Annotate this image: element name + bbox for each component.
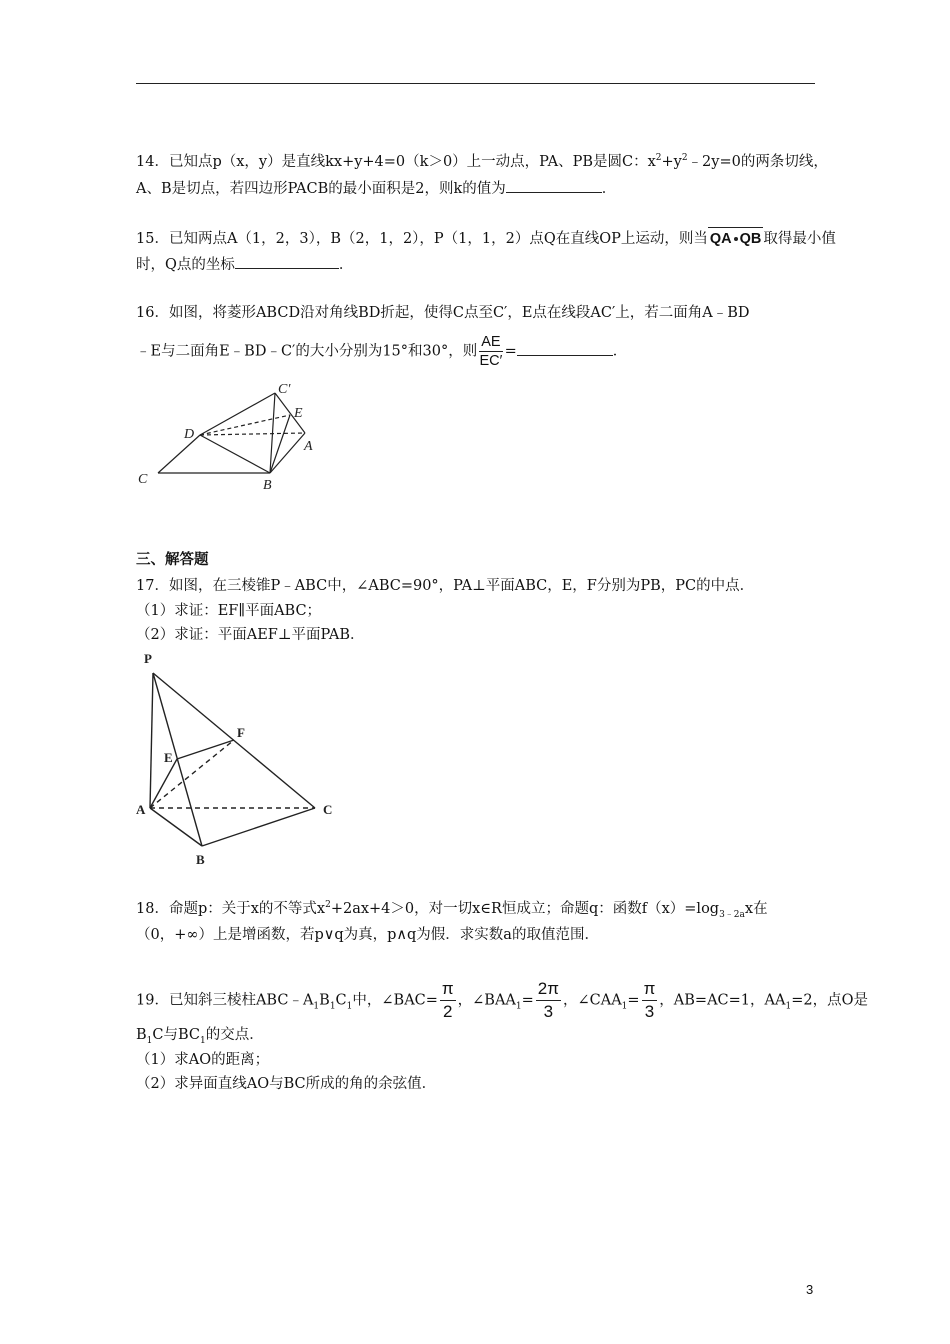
label-b: B xyxy=(196,852,205,867)
answer-blank xyxy=(517,341,613,356)
pyramid-figure xyxy=(130,648,350,868)
edge-d-e-dashed xyxy=(200,415,290,435)
label-e: E xyxy=(164,750,173,765)
q16-line1: 16．如图，将菱形ABCD沿对角线BD折起，使得C点至C′，E点在线段AC′上，若二面角A﹣BD xyxy=(136,305,750,321)
fraction-ae-ec: $\frac{AE}{EC'}$ xyxy=(479,334,503,369)
section-heading: 三、解答题 xyxy=(136,552,209,568)
edge-a-b xyxy=(150,808,202,846)
q14-line2: A、B是切点，若四边形PACB的最小面积是2，则k的值为 ． xyxy=(136,178,616,199)
edge-e-f xyxy=(177,740,234,759)
label-e: E xyxy=(294,406,303,421)
label-c-prime: C′ xyxy=(278,382,291,397)
rhombus-fold-figure xyxy=(130,375,330,495)
label-a: A xyxy=(304,439,313,454)
q15-line1: 15．已知两点A（1，2，3），B（2，1，2），P（1，1，2）点Q在直线OP上运动，则当 QA QB 取得最小值 xyxy=(136,227,836,249)
q17-part1: （1）求证：EF∥平面ABC； xyxy=(136,603,322,619)
header-rule xyxy=(136,83,815,84)
label-d: D xyxy=(184,427,195,442)
edge-p-a xyxy=(150,673,153,808)
q19-line1: 19．已知斜三棱柱$ABC﹣A_1B_1C_1$中，∠BAC= $\frac{\pi}{2}$ ，$\angle BAA_1=$ $\frac{2\pi}{3}$ ，$\angle CAA_1=$ $\frac{\pi}{3}$ ，AB=AC=1，$AA_1=2$，点O是 xyxy=(136,979,868,1021)
q19-part1: （1）求AO的距离； xyxy=(136,1052,270,1068)
edge-b-c xyxy=(202,808,315,846)
answer-blank xyxy=(235,254,339,269)
dot-icon xyxy=(734,237,738,241)
edge-a-b xyxy=(270,433,305,473)
page-number: 3 xyxy=(806,1282,814,1297)
q18-line1: 18．命题p：关于x的不等式$x^2+2ax+4>0$，对一切x∈R恒成立；命题q：函数$f(x)=\log_{3﹣2a}x$在 xyxy=(136,900,768,920)
edge-d-a-dashed xyxy=(200,433,305,435)
edge-d-b xyxy=(200,435,270,473)
label-f: F xyxy=(237,725,245,740)
label-c: C xyxy=(323,802,333,817)
label-a: A xyxy=(136,802,146,817)
fraction-2pi-over-3: $\frac{2\pi}{3}$ xyxy=(537,979,559,1021)
vector-dot-product: QA QB xyxy=(708,227,764,248)
label-b: B xyxy=(263,478,272,493)
fraction-pi-over-3: $\frac{\pi}{3}$ xyxy=(643,979,656,1021)
answer-blank xyxy=(506,178,602,193)
q15-line2: 时，Q点的坐标 ． xyxy=(136,254,353,275)
edge-d-cprime xyxy=(200,393,275,435)
q14-line1: 14．已知点p（x，y）是直线kx+y+4=0（k＞0）上一动点，PA、PB是圆C：$x^2+y^2﹣2y=0$的两条切线， xyxy=(136,153,828,170)
q16-line2: ﹣E与二面角E﹣BD﹣C′的大小分别为15°和30°，则 $\frac{AE}{EC'}$ = ． xyxy=(136,334,628,369)
q17-line1: 17．如图，在三棱锥P﹣ABC中，∠ABC=90°，PA⊥平面ABC，E，F分别为PB，PC的中点． xyxy=(136,578,755,594)
label-p: P xyxy=(144,651,152,666)
edge-a-f-dashed xyxy=(150,740,234,808)
q19-line2: $B_1C$与$BC_1$的交点． xyxy=(136,1027,264,1046)
fraction-pi-over-2: $\frac{\pi}{2}$ xyxy=(441,979,454,1021)
q18-line2: （0，+∞）上是增函数，若p∨q为真，p∧q为假．求实数a的取值范围． xyxy=(136,927,599,943)
label-c: C xyxy=(138,472,148,487)
q19-part2: （2）求异面直线AO与BC所成的角的余弦值． xyxy=(136,1076,437,1092)
edge-a-e xyxy=(150,759,177,808)
q17-part2: （2）求证：平面AEF⊥平面PAB． xyxy=(136,627,365,643)
